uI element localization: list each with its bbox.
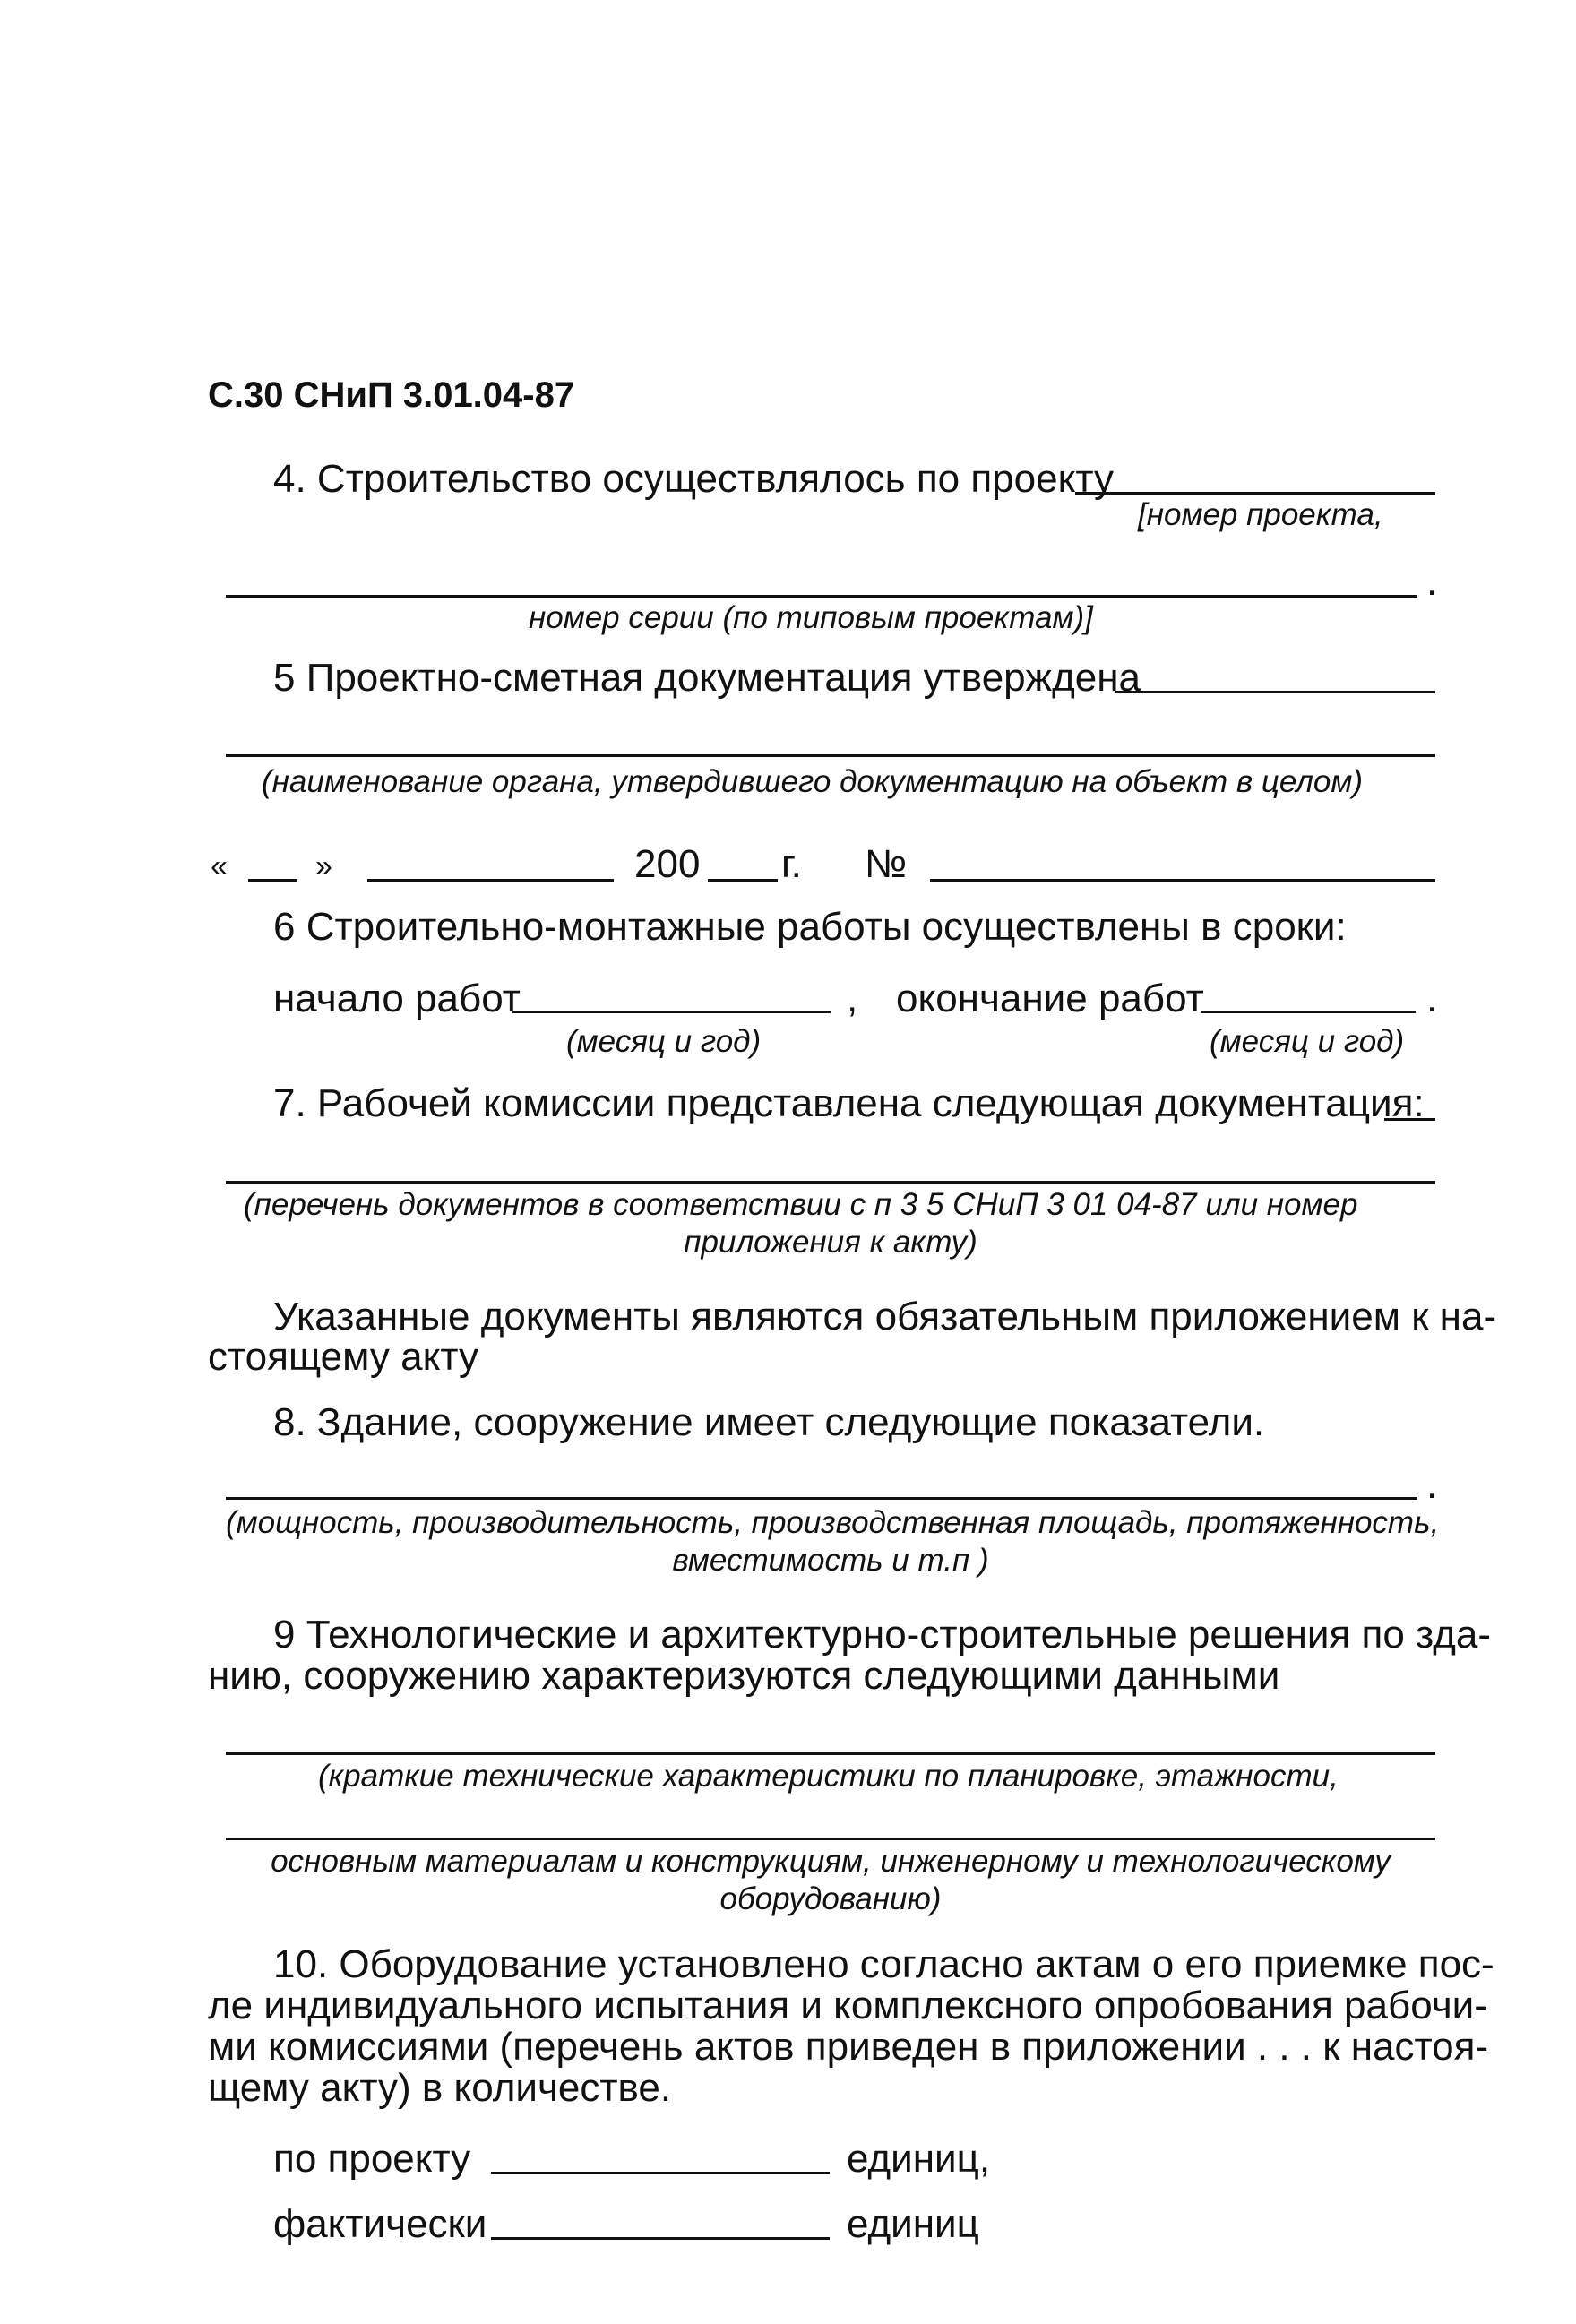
comma: , — [847, 977, 858, 1020]
section-9-note-2: основным материалам и конструкциям, инженерному и технологическому — [271, 1844, 1391, 1879]
period: . — [1426, 1463, 1438, 1507]
period: . — [1426, 560, 1438, 604]
approval-field[interactable] — [1115, 691, 1435, 693]
fact-unit: единиц — [847, 2202, 979, 2246]
section-5-note: (наименование органа, утвердившего документацию на объект в целом) — [262, 764, 1363, 799]
section-5-text: 5 Проектно-сметная документация утверждена — [273, 656, 1141, 700]
plan-label: по проекту — [273, 2137, 471, 2181]
characteristics-field-1[interactable] — [226, 1752, 1435, 1755]
page-header: С.30 СНиП 3.01.04-87 — [208, 375, 575, 415]
quote-open: « — [211, 849, 228, 883]
section-10-line-1: 10. Оборудование установлено согласно актам о его приемке пос- — [273, 1942, 1494, 1986]
section-7-text: 7. Рабочей комиссии представлена следующая документация: — [273, 1081, 1425, 1125]
section-4-note-1: [номер проекта, — [1138, 497, 1383, 532]
end-date-field[interactable] — [1201, 1011, 1416, 1013]
end-note: (месяц и год) — [1210, 1024, 1405, 1059]
indicators-field[interactable] — [226, 1497, 1417, 1500]
month-field[interactable] — [367, 879, 614, 882]
section-10-line-3: ми комиссиями (перечень актов приведен в приложении . . . к настоя- — [208, 2025, 1489, 2069]
section-4-text: 4. Строительство осуществлялось по проекту — [273, 457, 1114, 501]
section-10-line-2: ле индивидуального испытания и комплексного опробования рабочи- — [208, 1984, 1487, 2027]
section-10-line-4: щему акту) в количестве. — [208, 2066, 672, 2110]
section-6-text: 6 Строительно-монтажные работы осуществлены в сроки: — [273, 905, 1347, 949]
start-note: (месяц и год) — [566, 1024, 762, 1059]
section-8-note-1: (мощность, производительность, производственная площадь, протяженность, — [226, 1505, 1440, 1540]
section-7-note-1: (перечень документов в соответствии с п 3 5 СНиП 3 01 04-87 или номер — [244, 1187, 1358, 1222]
start-date-field[interactable] — [512, 1011, 831, 1013]
section-9-line-1: 9 Технологические и архитектурно-строительные решения по зда- — [273, 1613, 1492, 1657]
section-8-note-2: вместимость и т.п ) — [672, 1543, 989, 1578]
characteristics-field-2[interactable] — [226, 1838, 1435, 1840]
section-9-note-3: оборудованию) — [719, 1881, 942, 1916]
section-7-paragraph-1: Указанные документы являются обязательным приложением к на- — [273, 1295, 1497, 1338]
documentation-field-1[interactable] — [1384, 1118, 1435, 1121]
project-number-field[interactable] — [1075, 492, 1435, 495]
fact-label: фактически — [273, 2202, 487, 2246]
year-field[interactable] — [708, 879, 778, 882]
start-label: начало работ — [273, 977, 521, 1020]
year-prefix: 200 — [634, 842, 701, 886]
section-9-note-1: (краткие технические характеристики по планировке, этажности, — [318, 1759, 1339, 1794]
plan-count-field[interactable] — [491, 2172, 830, 2174]
day-field[interactable] — [248, 879, 297, 882]
fact-count-field[interactable] — [491, 2237, 830, 2240]
section-7-paragraph-2: стоящему акту — [208, 1335, 478, 1379]
plan-unit: единиц, — [847, 2137, 991, 2181]
section-7-note-2: приложения к акту) — [684, 1225, 977, 1260]
year-suffix: г. — [781, 842, 802, 886]
section-9-line-2: нию, сооружению характеризуются следующими данными — [208, 1654, 1280, 1698]
section-8-text: 8. Здание, сооружение имеет следующие показатели. — [273, 1400, 1265, 1444]
period: . — [1426, 977, 1438, 1020]
end-label: окончание работ — [896, 977, 1204, 1020]
approving-body-field[interactable] — [226, 754, 1435, 757]
section-4-note-2: номер серии (по типовым проектам)] — [529, 600, 1093, 635]
documentation-field-2[interactable] — [226, 1181, 1435, 1184]
number-sign: № — [865, 842, 908, 886]
document-number-field[interactable] — [930, 879, 1435, 882]
quote-close: » — [315, 849, 332, 883]
project-series-field[interactable] — [226, 595, 1417, 598]
